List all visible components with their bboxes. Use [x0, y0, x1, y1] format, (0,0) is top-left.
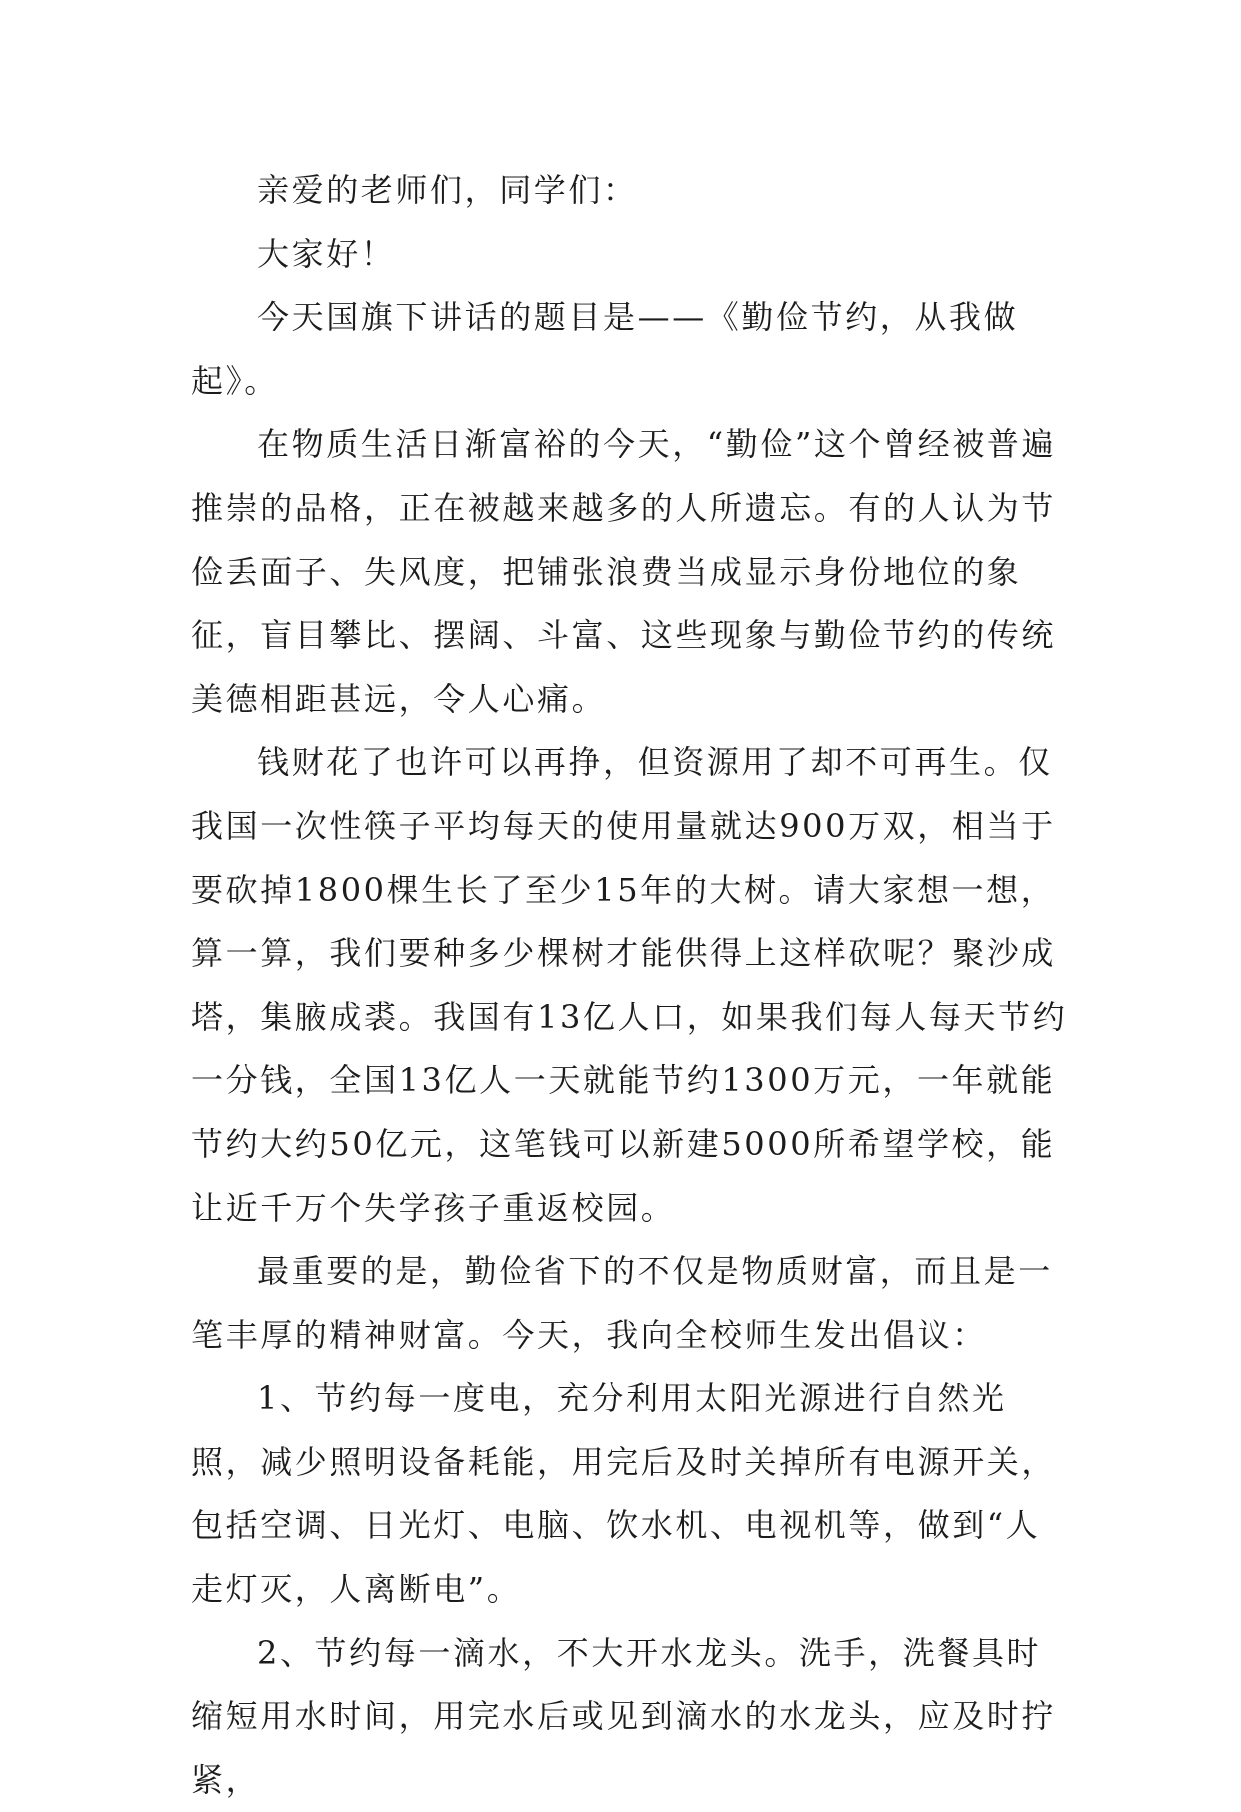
- body-paragraph: 在物质生活日渐富裕的今天，“勤俭”这个曾经被普遍推崇的品格，正在被越来越多的人所遗忘。有的人认为节俭丢面子、失风度，把铺张浪费当成显示身份地位的象征，盲目攀比、摆阔、斗富、这些现象与勤俭节约的传统美德相距甚远，令人心痛。: [191, 425, 1057, 718]
- body-paragraph: 钱财花了也许可以再挣，但资源用了却不可再生。仅我国一次性筷子平均每天的使用量就达900万双，相当于要砍掉1800棵生长了至少15年的大树。请大家想一想，算一算，我们要种多少棵树才能供得上这样砍呢？聚沙成塔，集腋成裘。我国有13亿人口，如果我们每人每天节约一分钱，全国13亿人一天就能节约1300万元，一年就能节约大约50亿元，这笔钱可以新建5000所希望学校，能让近千万个失学孩子重返校园。: [191, 743, 1068, 1227]
- body-paragraph: 最重要的是，勤俭省下的不仅是物质财富，而且是一笔丰厚的精神财富。今天，我向全校师生发出倡议：: [191, 1252, 1053, 1354]
- greeting-paragraph: 亲爱的老师们，同学们：: [257, 171, 638, 209]
- document-body: [191, 159, 1071, 1812]
- proposal-item: 1、节约每一度电，充分利用太阳光源进行自然光照，减少照明设备耗能，用完后及时关掉所有电源开关，包括空调、日光灯、电脑、饮水机、电视机等，做到“人走灯灭，人离断电”。: [191, 1379, 1057, 1609]
- salutation-paragraph: 大家好！: [257, 234, 396, 273]
- proposal-item: 2、节约每一滴水，不大开水龙头。洗手，洗餐具时缩短用水时间，用完水后或见到滴水的水龙头，应及时拧紧，: [191, 1633, 1057, 1799]
- topic-paragraph: 今天国旗下讲话的题目是——《勤俭节约，从我做起》。: [191, 298, 1019, 400]
